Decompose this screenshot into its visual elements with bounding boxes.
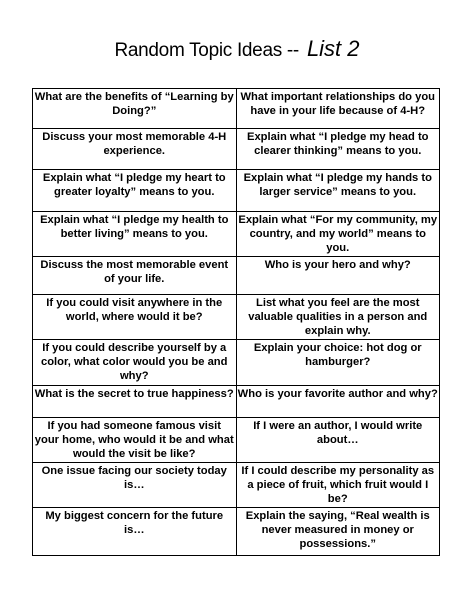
topic-cell-right: List what you feel are the most valuable qualities in a person and explain why. <box>236 295 440 340</box>
table-row <box>33 463 440 508</box>
topic-cell-right: What important relationships do you have in your life because of 4-H? <box>236 89 440 129</box>
page-title <box>0 36 474 62</box>
table-row <box>33 295 440 340</box>
table-row <box>33 89 440 129</box>
topic-cell-left: My biggest concern for the future is… <box>33 508 237 556</box>
table-row <box>33 340 440 386</box>
table-row <box>33 129 440 170</box>
topic-cell-right: Explain your choice: hot dog or hamburger? <box>236 340 440 386</box>
topic-cell-right: Who is your favorite author and why? <box>236 386 440 418</box>
topic-cell-right: Explain what “For my community, my country, and my world” means to you. <box>236 212 440 257</box>
page-title-list: List 2 <box>306 36 360 61</box>
topic-cell-right: If I could describe my personality as a piece of fruit, which fruit would I be? <box>236 463 440 508</box>
topic-cell-left: If you could visit anywhere in the world, where would it be? <box>33 295 237 340</box>
topic-cell-right: If I were an author, I would write about… <box>236 418 440 463</box>
topic-cell-left: If you had someone famous visit your home, who would it be and what would the visit be like? <box>33 418 237 463</box>
topic-cell-left: One issue facing our society today is… <box>33 463 237 508</box>
topic-cell-right: Who is your hero and why? <box>236 257 440 295</box>
topic-cell-left: Explain what “I pledge my heart to greater loyalty” means to you. <box>33 170 237 212</box>
page-title-main: Random Topic Ideas -- <box>114 40 304 61</box>
table-row <box>33 386 440 418</box>
topics-table <box>32 88 440 556</box>
table-row <box>33 418 440 463</box>
topic-cell-left: Discuss the most memorable event of your life. <box>33 257 237 295</box>
topic-cell-right: Explain what “I pledge my hands to larger service” means to you. <box>236 170 440 212</box>
topic-cell-left: If you could describe yourself by a color, what color would you be and why? <box>33 340 237 386</box>
table-row <box>33 170 440 212</box>
topic-cell-right: Explain the saying, “Real wealth is never measured in money or possessions.” <box>236 508 440 556</box>
topic-cell-left: What are the benefits of “Learning by Doing?” <box>33 89 237 129</box>
topic-cell-left: Discuss your most memorable 4-H experience. <box>33 129 237 170</box>
table-row <box>33 508 440 556</box>
table-row <box>33 257 440 295</box>
topic-cell-left: Explain what “I pledge my health to better living” means to you. <box>33 212 237 257</box>
topic-cell-left: What is the secret to true happiness? <box>33 386 237 418</box>
table-row <box>33 212 440 257</box>
topic-cell-right: Explain what “I pledge my head to clearer thinking” means to you. <box>236 129 440 170</box>
